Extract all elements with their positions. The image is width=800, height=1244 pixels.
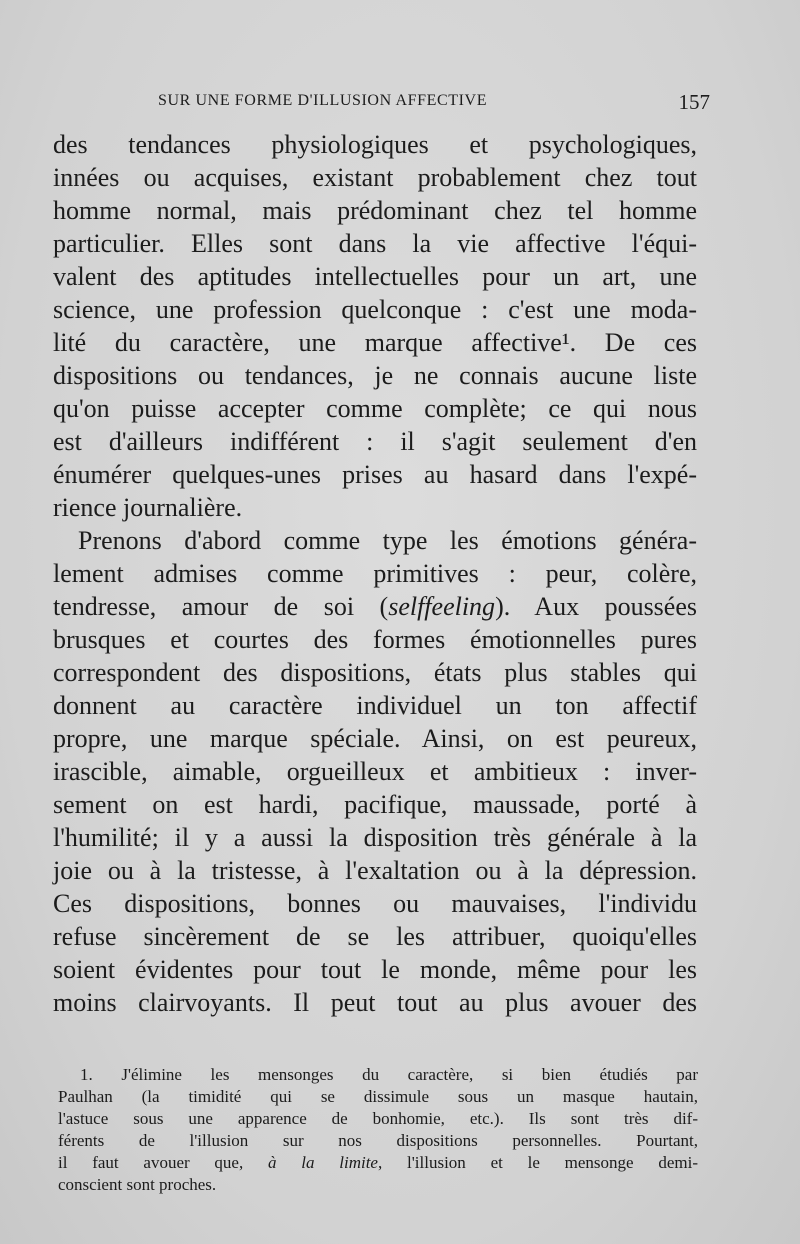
- text-line: particulier. Elles sont dans la vie affective l'équi-: [53, 229, 697, 258]
- text-line: dispositions ou tendances, je ne connais aucune liste: [53, 361, 697, 390]
- text-line: valent des aptitudes intellectuelles pour un art, une: [53, 262, 697, 291]
- page-number: 157: [678, 90, 710, 114]
- footnote-line: l'astuce sous une apparence de bonhomie, etc.). Ils sont très dif-: [58, 1109, 698, 1128]
- text-line: énumérer quelques-unes prises au hasard dans l'expé-: [53, 460, 697, 489]
- text-line: lement admises comme primitives : peur, colère,: [53, 559, 697, 588]
- text-line: irascible, aimable, orgueilleux et ambitieux : inver-: [53, 757, 697, 786]
- text-line: moins clairvoyants. Il peut tout au plus avouer des: [53, 988, 697, 1017]
- body-text: [53, 128, 697, 1019]
- text-line: qu'on puisse accepter comme complète; ce qui nous: [53, 394, 697, 423]
- text-line: lité du caractère, une marque affective¹. De ces: [53, 328, 697, 357]
- text-line-mixed: [53, 590, 697, 623]
- text-segment: tendresse, amour de soi (: [53, 592, 389, 621]
- text-line: donnent au caractère individuel un ton affectif: [53, 691, 697, 720]
- text-segment: ). Aux poussées: [495, 592, 697, 621]
- footnote-line: férents de l'illusion sur nos dispositions personnelles. Pourtant,: [58, 1131, 698, 1150]
- text-line: propre, une marque spéciale. Ainsi, on est peureux,: [53, 724, 697, 753]
- text-line: Ces dispositions, bonnes ou mauvaises, l'individu: [53, 889, 697, 918]
- text-line: brusques et courtes des formes émotionnelles pures: [53, 625, 697, 654]
- footnote-line: 1. J'élimine les mensonges du caractère, si bien étudiés par: [80, 1065, 698, 1084]
- text-line: refuse sincèrement de se les attribuer, quoiqu'elles: [53, 922, 697, 951]
- text-line: joie ou à la tristesse, à l'exaltation ou à la dépression.: [53, 856, 697, 885]
- text-line: correspondent des dispositions, états plus stables qui: [53, 658, 697, 687]
- text-line: soient évidentes pour tout le monde, même pour les: [53, 955, 697, 984]
- text-segment: , l'illusion et le mensonge demi-: [377, 1153, 698, 1172]
- text-line: est d'ailleurs indifférent : il s'agit seulement d'en: [53, 427, 697, 456]
- text-line: l'humilité; il y a aussi la disposition très générale à la: [53, 823, 697, 852]
- text-line: homme normal, mais prédominant chez tel homme: [53, 196, 697, 225]
- running-title: SUR UNE FORME D'ILLUSION AFFECTIVE: [158, 92, 488, 109]
- text-line: rience journalière.: [53, 493, 243, 522]
- italic-term: selffeeling: [388, 592, 496, 621]
- text-line: des tendances physiologiques et psychologiques,: [53, 130, 697, 159]
- text-line: sement on est hardi, pacifique, maussade, porté à: [53, 790, 697, 819]
- footnote-line-mixed: [58, 1152, 698, 1174]
- text-line: science, une profession quelconque : c'est une moda-: [53, 295, 697, 324]
- footnote-line: conscient sont proches.: [58, 1175, 217, 1194]
- italic-term: à la limite: [268, 1153, 378, 1172]
- footnote-line: Paulhan (la timidité qui se dissimule sous un masque hautain,: [58, 1087, 698, 1106]
- text-line: innées ou acquises, existant probablement chez tout: [53, 163, 697, 192]
- footnote: [58, 1064, 698, 1196]
- paragraph-start-line: Prenons d'abord comme type les émotions généra-: [78, 526, 697, 555]
- running-head: [150, 92, 710, 116]
- text-segment: il faut avouer que,: [58, 1153, 268, 1172]
